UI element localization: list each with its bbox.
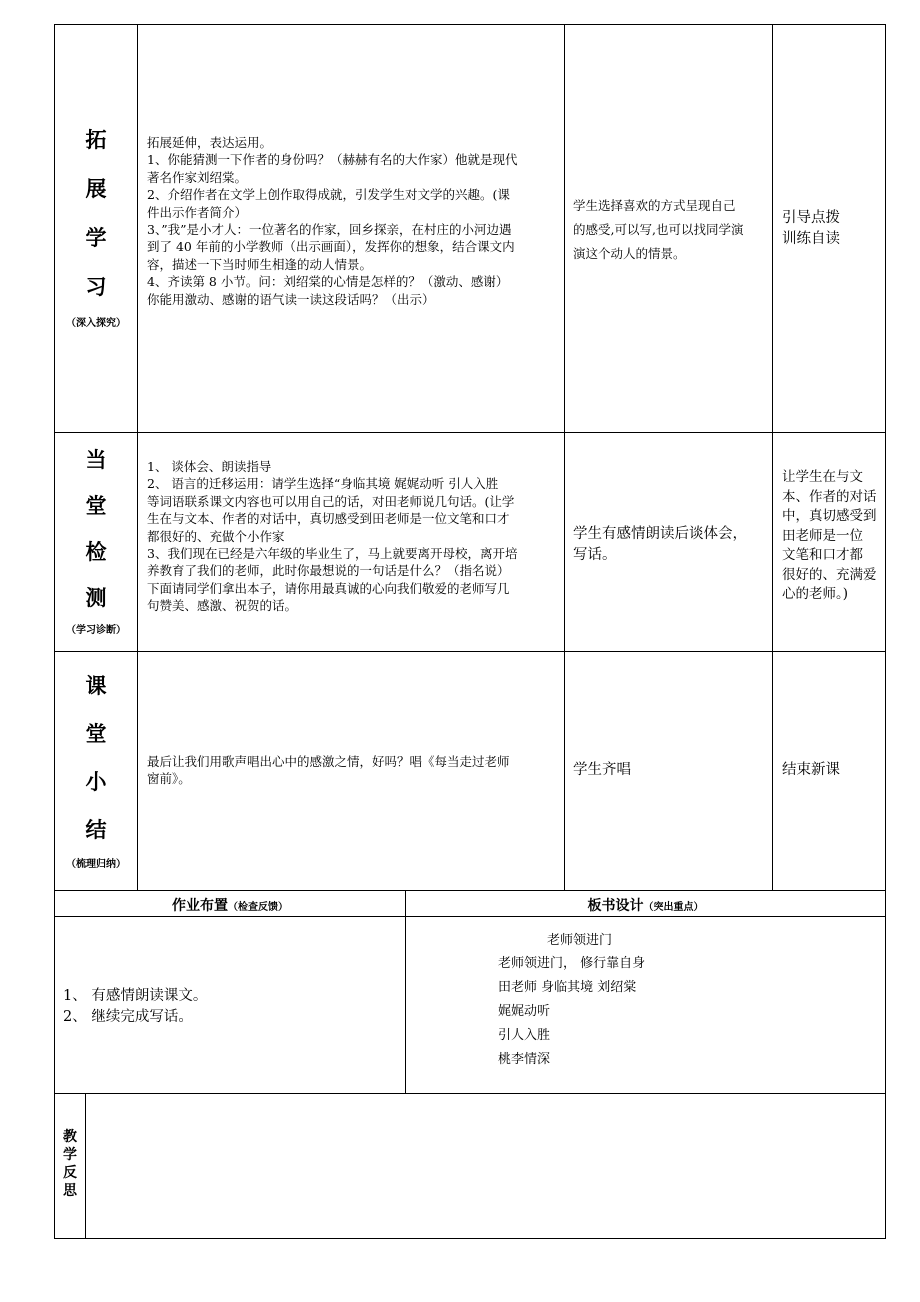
text-line: 文笔和口才都 bbox=[782, 547, 863, 563]
text-line: 训练自读 bbox=[782, 231, 840, 247]
stage-subtitle: （梳理归纳） bbox=[66, 859, 126, 870]
text-line: 学生齐唱 bbox=[573, 762, 631, 778]
stage-char: 小 bbox=[85, 770, 107, 794]
text-line: 窗前》。 bbox=[147, 771, 191, 787]
stage-char: 习 bbox=[85, 275, 107, 299]
reflection-body[interactable] bbox=[86, 1094, 885, 1238]
stage-char: 测 bbox=[85, 586, 107, 610]
text-line: 下面请同学们拿出本子，请你用最真诚的心向我们敬爱的老师写几 bbox=[147, 580, 510, 596]
text-line: 引导点拨 bbox=[782, 210, 840, 226]
text-line: 很好的、充满爱 bbox=[782, 566, 877, 583]
col-divider-3 bbox=[772, 24, 773, 891]
student-activity bbox=[573, 194, 769, 266]
board-line: 桃李情深 bbox=[498, 1052, 551, 1067]
text-line: 演这个动人的情景。 bbox=[573, 246, 686, 261]
text-line: 等词语联系课文内容也可以用自己的话，对田老师说几句话。(让学 bbox=[147, 493, 515, 509]
stage-cell-extend bbox=[55, 130, 137, 329]
text-line: 最后让我们用歌声唱出心中的感激之情，好吗？唱《每当走过老师 bbox=[147, 754, 510, 769]
text-line: 拓展延伸，表达运用。 bbox=[147, 135, 273, 150]
col-divider-2 bbox=[564, 24, 565, 891]
text-line: 3、我们现在已经是六年级的毕业生了，马上就要离开母校，离开培 bbox=[147, 546, 518, 562]
design-intent bbox=[782, 468, 882, 605]
stage-cell-summary bbox=[55, 676, 137, 870]
reflection-char: 思 bbox=[63, 1183, 77, 1199]
text-line: 让学生在与文 bbox=[782, 469, 863, 485]
text-line: 中，真切感受到 bbox=[782, 508, 877, 524]
reflection-char: 学 bbox=[63, 1147, 77, 1163]
homework-title-note: （检查反馈） bbox=[228, 902, 288, 913]
text-line: 容，描述一下当时师生相逢的动人情景。 bbox=[147, 256, 373, 272]
text-line: 生在与文本、作者的对话中，真切感受到田老师是一位文笔和口才 bbox=[147, 511, 510, 527]
text-line: 田老师是一位 bbox=[782, 527, 863, 544]
row-divider-2 bbox=[54, 651, 886, 652]
text-line: 著名作家刘绍棠。 bbox=[147, 169, 248, 185]
homework-item: 1、 有感情朗读课文。 bbox=[63, 988, 208, 1004]
text-line: 都很好的、充做个小作家 bbox=[147, 528, 285, 544]
teacher-activity bbox=[147, 458, 561, 615]
stage-cell-test bbox=[55, 450, 137, 636]
text-line: 1、 谈体会、朗读指导 bbox=[147, 459, 272, 474]
teacher-activity bbox=[147, 134, 561, 308]
design-intent bbox=[782, 760, 882, 781]
teacher-activity bbox=[147, 753, 561, 788]
board-heading: 老师领进门 bbox=[547, 933, 613, 948]
stage-char: 当 bbox=[85, 448, 107, 472]
text-line: 学生有感情朗读后谈体会， bbox=[573, 526, 747, 542]
text-line: 本、作者的对话 bbox=[782, 488, 877, 505]
text-line: 2、介绍作者在文学上创作取得成就，引发学生对文学的兴趣。(课 bbox=[147, 187, 510, 203]
text-line: 2、 语言的迁移运用：请学生选择“身临其境 娓娓动听 引人入胜 bbox=[147, 476, 499, 492]
stage-char: 堂 bbox=[85, 722, 107, 746]
stage-char: 拓 bbox=[85, 128, 107, 152]
text-line: 句赞美、感激、祝贺的话。 bbox=[147, 598, 298, 614]
design-intent bbox=[782, 208, 882, 250]
board-line: 娓娓动听 bbox=[498, 1004, 551, 1019]
reflection-label bbox=[55, 1128, 85, 1200]
text-line: 1、你能猜测一下作者的身份吗？（赫赫有名的大作家）他就是现代 bbox=[147, 152, 518, 168]
row-divider-3 bbox=[54, 890, 886, 891]
stage-char: 学 bbox=[85, 226, 107, 250]
table-border-bottom bbox=[54, 1238, 886, 1239]
homework-header bbox=[55, 895, 405, 915]
text-line: 件出示作者简介） bbox=[147, 204, 248, 220]
text-line: 心的老师。) bbox=[782, 586, 849, 602]
stage-char: 课 bbox=[85, 674, 107, 698]
homework-item: 2、 继续完成写话。 bbox=[63, 1009, 193, 1025]
stage-char: 堂 bbox=[85, 494, 107, 518]
text-line: 你能用激动、感谢的语气读一读这段话吗？（出示） bbox=[147, 291, 435, 307]
text-line: 3、”我”是小才人：一位著名的作家，回乡探亲，在村庄的小河边遇 bbox=[147, 222, 512, 238]
stage-char: 结 bbox=[85, 818, 107, 842]
text-line: 写话。 bbox=[573, 547, 617, 563]
stage-subtitle: （学习诊断） bbox=[66, 625, 126, 636]
stage-subtitle: （深入探究） bbox=[66, 318, 126, 329]
board-title: 板书设计 bbox=[587, 898, 644, 914]
row-divider-1 bbox=[54, 432, 886, 433]
board-header bbox=[406, 895, 885, 915]
stage-char: 展 bbox=[85, 177, 107, 201]
board-line: 田老师 身临其境 刘绍棠 bbox=[498, 980, 637, 995]
board-title-note: （突出重点） bbox=[643, 902, 704, 913]
text-line: 的感受,可以写,也可以找同学演 bbox=[573, 222, 744, 237]
student-activity bbox=[573, 760, 769, 781]
homework-list bbox=[63, 986, 403, 1028]
reflection-char: 教 bbox=[63, 1129, 77, 1145]
text-line: 4、齐读第 8 小节。问：刘绍棠的心情是怎样的？（激动、感谢） bbox=[147, 274, 509, 290]
board-line: 老师领进门， 修行靠自身 bbox=[498, 956, 646, 971]
text-line: 到了 40 年前的小学教师（出示画面），发挥你的想象，结合课文内 bbox=[147, 239, 515, 255]
col-divider-1 bbox=[137, 24, 138, 891]
board-line: 引人入胜 bbox=[498, 1028, 551, 1043]
text-line: 养教育了我们的老师，此时你最想说的一句话是什么？（指名说） bbox=[147, 563, 510, 579]
homework-title: 作业布置 bbox=[172, 898, 228, 914]
text-line: 结束新课 bbox=[782, 762, 840, 778]
stage-char: 检 bbox=[85, 540, 107, 564]
student-activity bbox=[573, 524, 769, 566]
board-design bbox=[406, 917, 885, 1093]
table-border-right bbox=[885, 24, 886, 1239]
reflection-char: 反 bbox=[63, 1165, 77, 1181]
table-border-top bbox=[54, 24, 886, 25]
text-line: 学生选择喜欢的方式呈现自己 bbox=[573, 198, 736, 213]
